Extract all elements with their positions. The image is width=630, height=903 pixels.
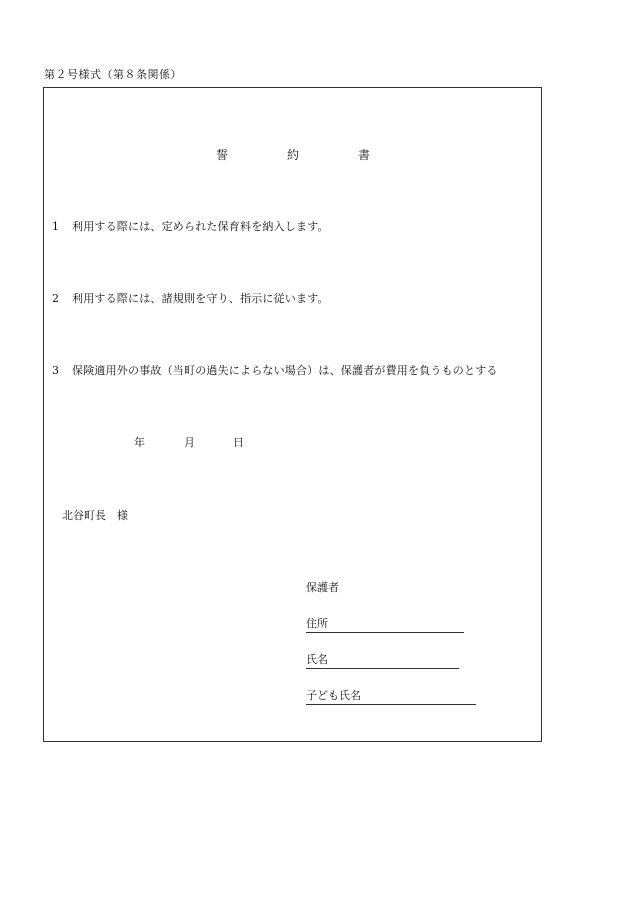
form-reference: 第２号様式（第８条関係） — [44, 68, 182, 81]
clause-3 — [52, 362, 498, 378]
title-char-3: 書 — [358, 148, 371, 162]
document-frame — [43, 87, 542, 742]
clause-text: 利用する際には、諸規則を守り、指示に従います。 — [72, 292, 329, 305]
clause-1 — [52, 218, 329, 234]
address-label: 住所 — [306, 617, 328, 630]
document-title — [0, 146, 630, 162]
address-field[interactable] — [306, 615, 464, 633]
clause-number: 1 — [52, 220, 60, 233]
clause-text: 利用する際には、定められた保育料を納入します。 — [72, 220, 329, 233]
clause-text: 保険適用外の事故（当町の過失によらない場合）は、保護者が費用を負うものとする — [72, 364, 498, 377]
title-char-2: 約 — [287, 148, 300, 162]
date-year: 年 — [134, 436, 145, 449]
title-char-1: 誓 — [216, 148, 229, 162]
name-label: 氏名 — [306, 653, 328, 666]
date-day: 日 — [233, 436, 244, 449]
clause-number: 3 — [52, 364, 60, 377]
name-field[interactable] — [306, 651, 459, 669]
child-name-label: 子ども氏名 — [306, 689, 361, 702]
clause-number: 2 — [52, 292, 60, 305]
clause-2 — [52, 290, 329, 306]
date-month: 月 — [184, 436, 195, 449]
addressee: 北谷町長 様 — [62, 509, 128, 522]
guardian-label: 保護者 — [306, 581, 339, 594]
child-name-field[interactable] — [306, 687, 476, 705]
